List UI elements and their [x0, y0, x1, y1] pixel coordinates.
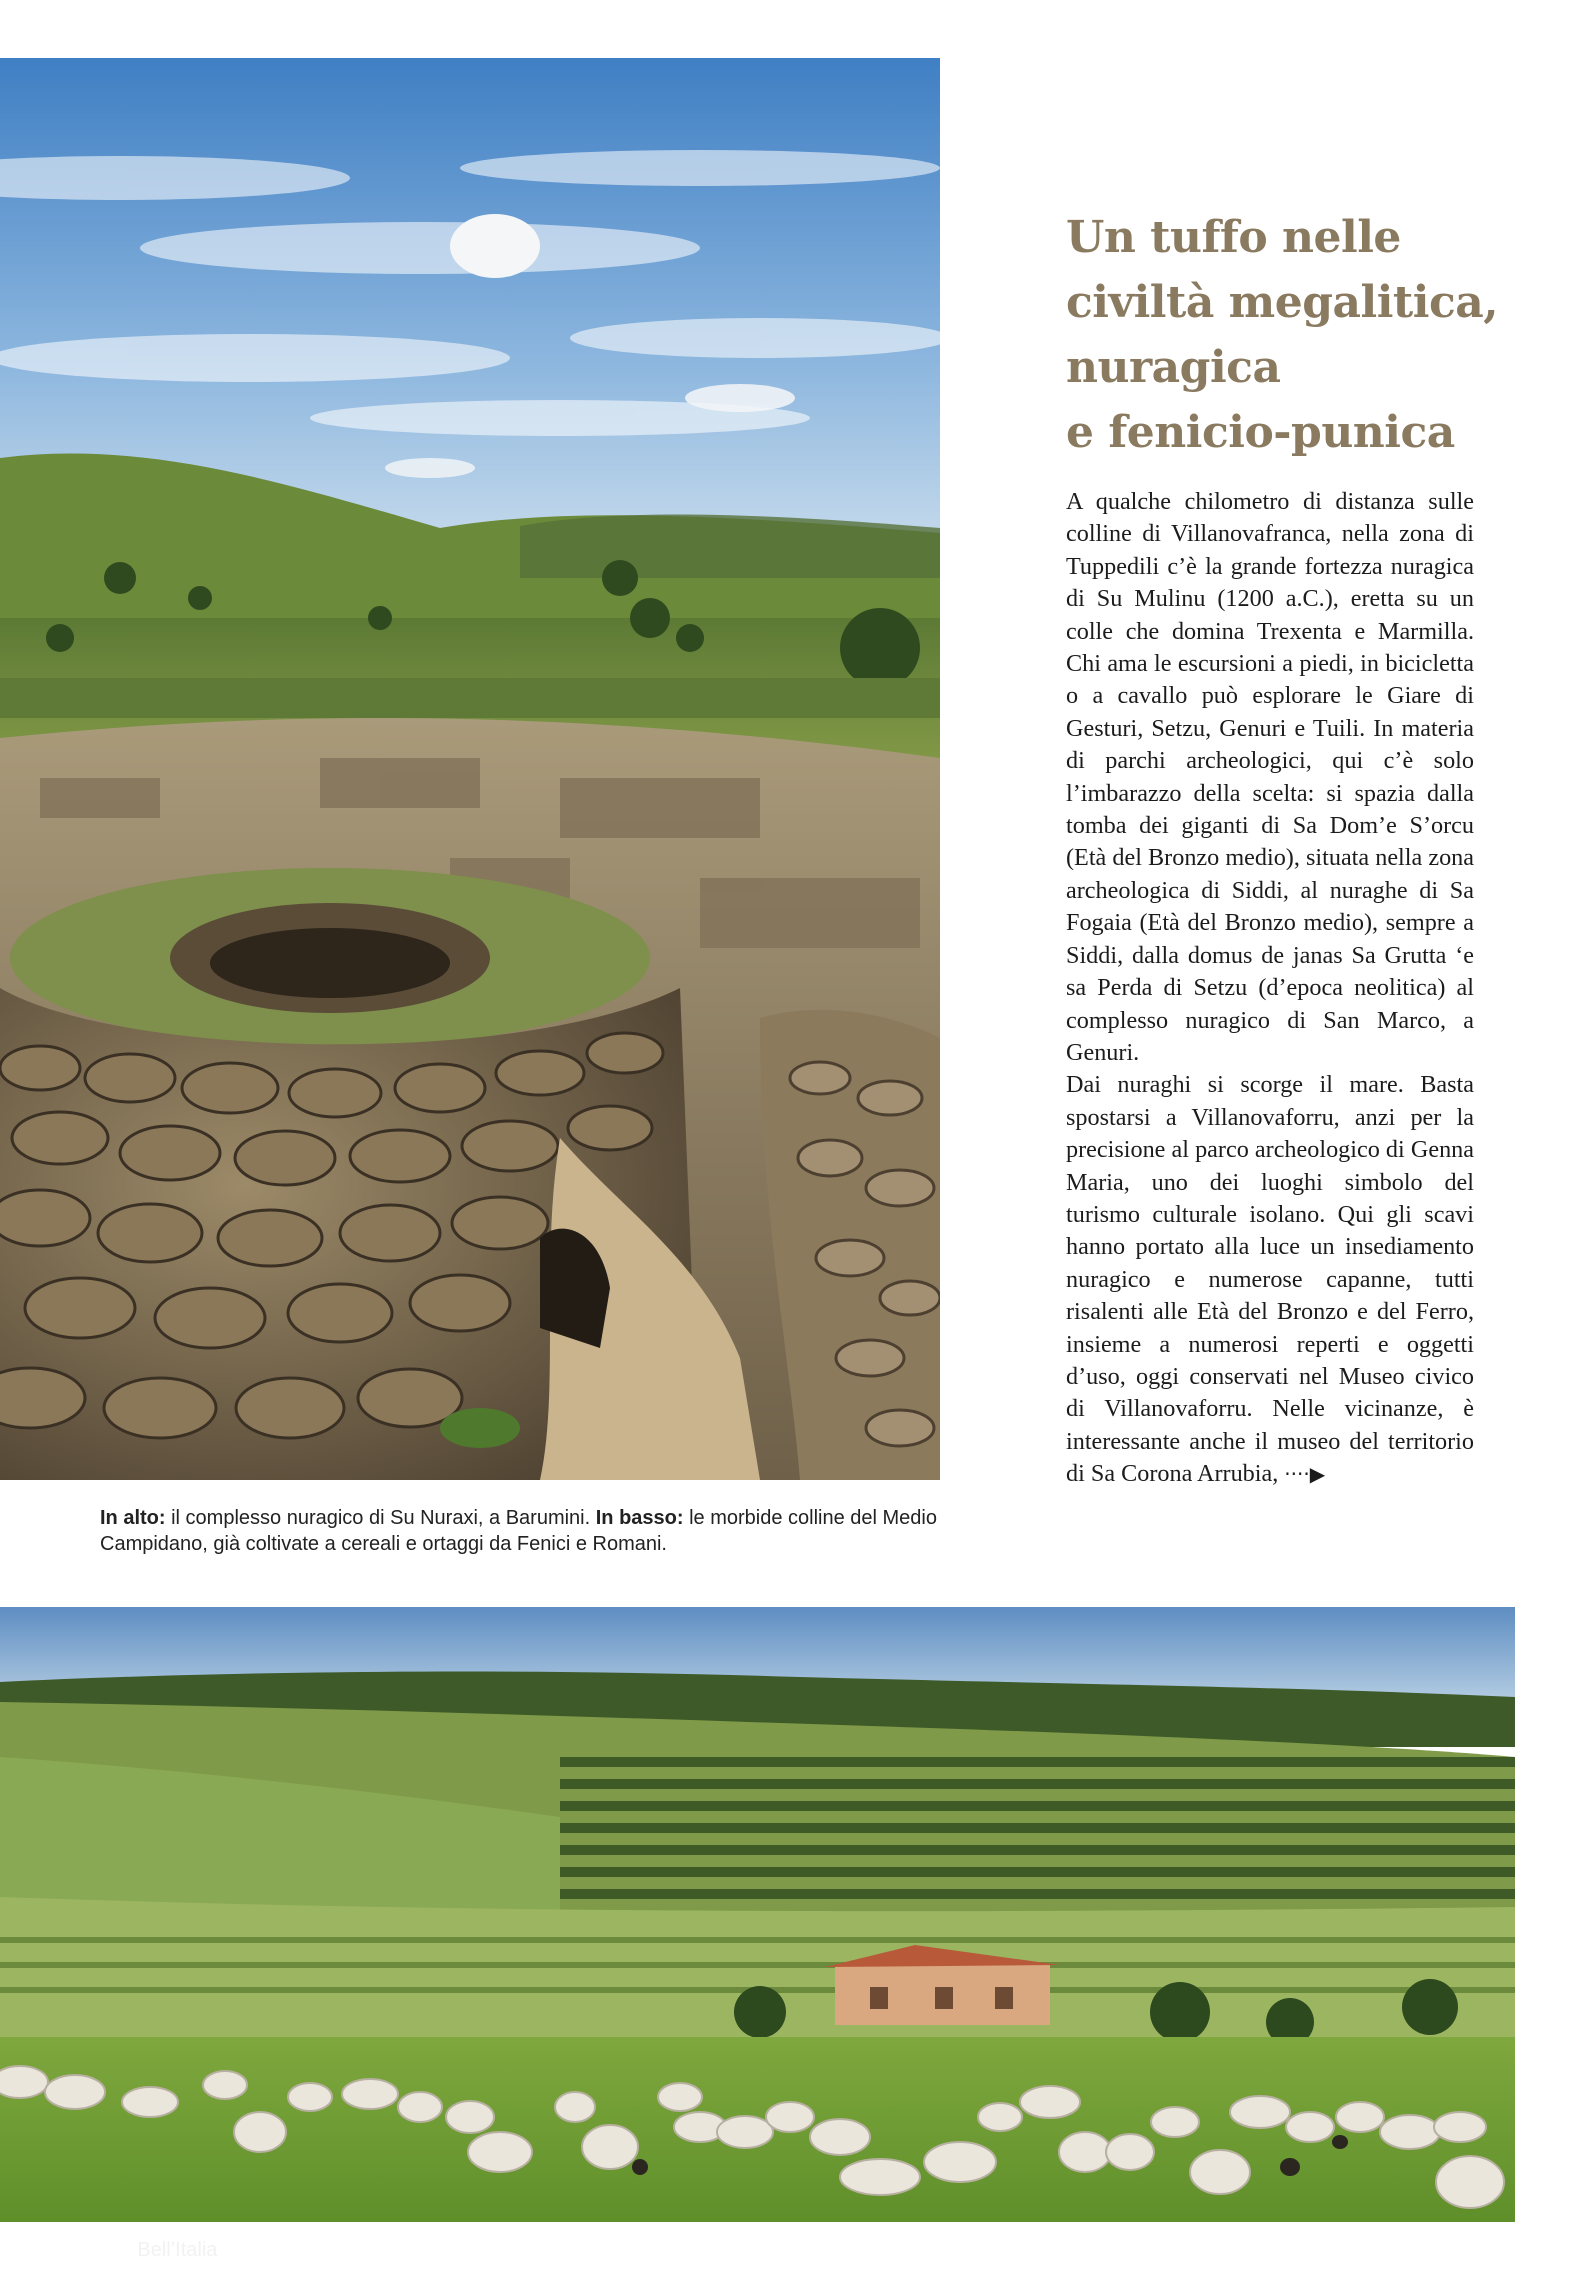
article-paragraph	[1066, 1069, 1474, 1490]
continue-arrow-icon: ····▶	[1284, 1462, 1326, 1487]
page-number: 138	[100, 2239, 134, 2261]
photo-caption	[100, 1505, 945, 1557]
caption-label-bottom: In basso:	[595, 1507, 684, 1529]
caption-label-top: In alto:	[100, 1507, 166, 1529]
article-paragraph: A qualche chilometro di distanza sulle colline di Villanovafranca, nella zona di Tuppedili c’è la grande fortezza nuragica di Su Mulinu (1200 a.C.), eretta su un colle che domina Trexenta e Marmilla. Chi ama le escursioni a piedi, in bicicletta o a cavallo può esplorare le Giare di Gesturi, Setzu, Genuri e Tuili. In materia di parchi archeologici, qui c’è solo l’imbarazzo della scelta: si spazia dalla tomba dei giganti di Sa Dom’e S’orcu (Età del Bronzo medio), situata nella zona archeologica di Siddi, al nuraghe di Sa Fogaia (Età del Bronzo medio), sempre a Siddi, dalla domus de janas Sa Grutta ‘e sa Perda di Setzu (d’epoca neolitica) al complesso nuragico di San Marco, a Genuri.	[1066, 488, 1474, 1066]
caption-text-top: il complesso nuragico di Su Nuraxi, a Barumini.	[165, 1507, 596, 1529]
caption-text-bottom: le morbide colline del Medio Campidano, già coltivate a cereali e ortaggi da Fenici e Romani.	[100, 1507, 937, 1555]
magazine-name: Bell’Italia	[137, 2239, 218, 2261]
article-headline	[1066, 205, 1536, 465]
article-body	[1066, 486, 1474, 1491]
nuraghe-ruins-photo	[0, 58, 940, 1480]
headline-line: Un tuffo nelle	[1066, 212, 1401, 263]
countryside-sheep-photo	[0, 1607, 1515, 2222]
headline-line: nuragica	[1066, 342, 1281, 393]
page-folio	[100, 2239, 217, 2262]
headline-line: e fenicio-punica	[1066, 407, 1455, 458]
headline-line: civiltà megalitica,	[1066, 277, 1499, 328]
article-paragraph-text: Dai nuraghi si scorge il mare. Basta spostarsi a Villanovaforru, anzi per la precisione al parco archeologico di Genna Maria, uno dei luoghi simbolo del turismo culturale isolano. Qui gli scavi hanno portato alla luce un insediamento nuragico e numerose capanne, tutti risalenti alle Età del Bronzo e del Ferro, insieme a numerosi reperti e oggetti d’uso, oggi conservati nel Museo civico di Villanovaforru. Nelle vicinanze, è interessante anche il museo del territorio di Sa Corona Arrubia,	[1066, 1071, 1474, 1488]
